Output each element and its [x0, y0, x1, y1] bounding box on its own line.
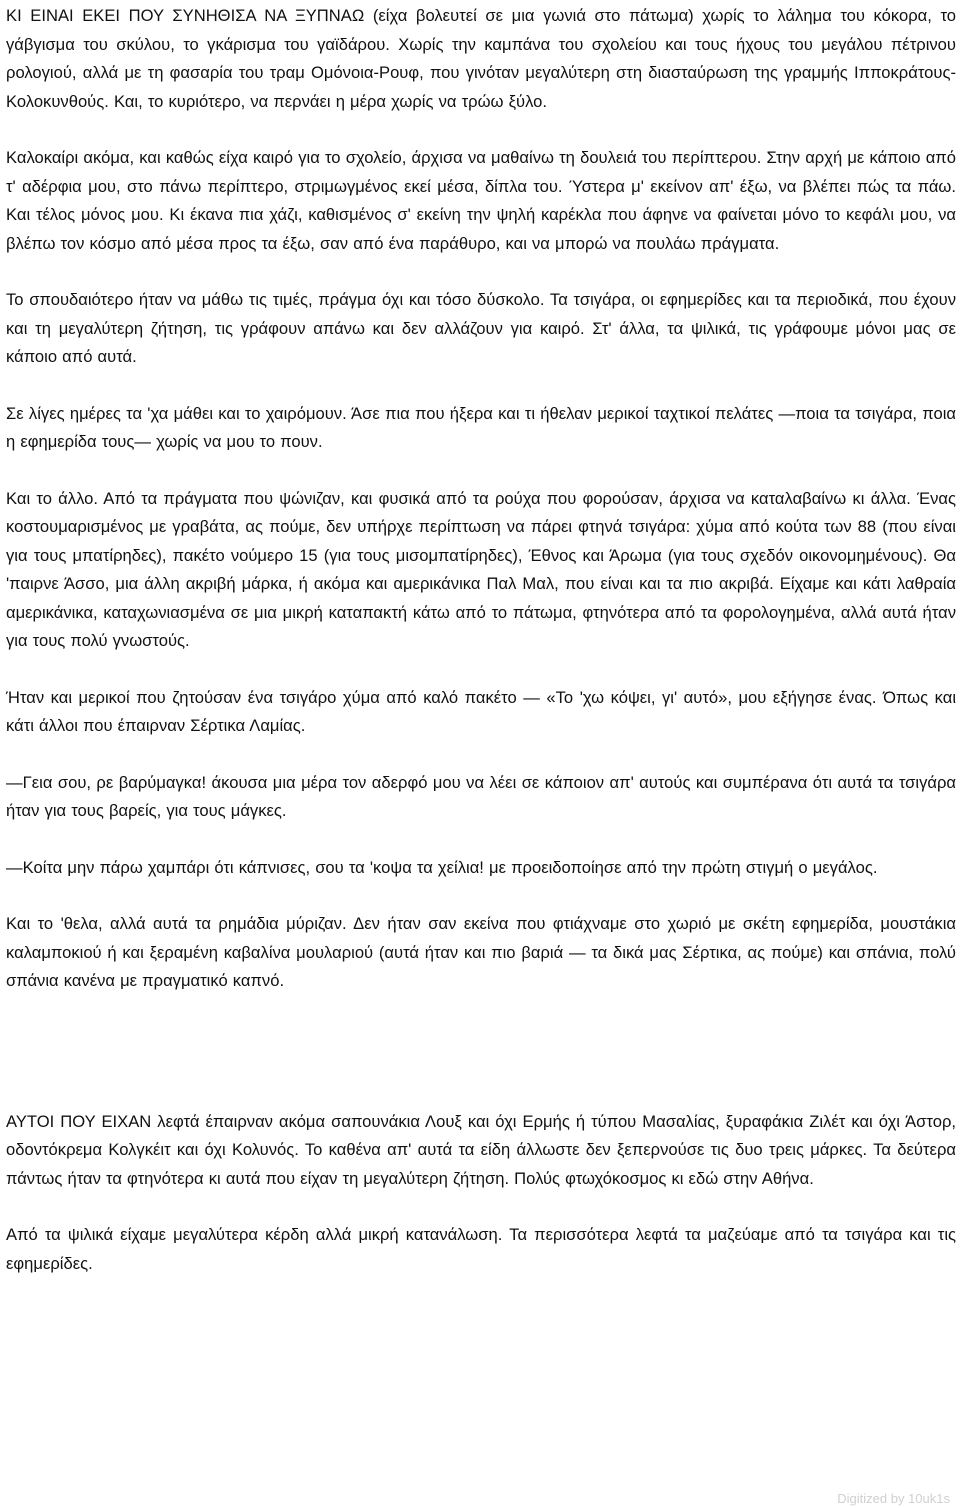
paragraph-11: Από τα ψιλικά είχαμε μεγαλύτερα κέρδη αλλά μικρή κατανάλωση. Τα περισσότερα λεφτά τα μαζεύαμε από τα τσιγάρα και τις εφημερίδες. [6, 1225, 956, 1273]
digitized-watermark: Digitized by 10uk1s [837, 1491, 950, 1506]
paragraph-4: Σε λίγες ημέρες τα 'χα μάθει και το χαιρόμουν. Άσε πια που ήξερα και τι ήθελαν μερικοί ταχτικοί πελάτες —ποια τα τσιγάρα, ποια η εφημερίδα τους— χωρίς να μου το πουν. [6, 403, 956, 451]
paragraph-7: —Γεια σου, ρε βαρύμαγκα! άκουσα μια μέρα τον αδερφό μου να λέει σε κάποιον απ' αυτούς και συμπέρανα ότι αυτά τα τσιγάρα ήταν για τους βαρείς, για τους μάγκες. [6, 772, 956, 820]
paragraph-2: Καλοκαίρι ακόμα, και καθώς είχα καιρό για το σχολείο, άρχισα να μαθαίνω τη δουλειά του περίπτερου. Στην αρχή με κάποιο από τ' αδέρφια μου, στο πάνω περίπτερο, στριμωγμένος εκεί μέσα, δίπλα του. Ύστερα μ' εκείνον απ' έξω, να βλέπει πώς τα πάω. Και τέλος μόνος μου. Κι έκανα πια χάζι, καθισμένος σ' εκείνη την ψηλή καρέκλα που άφηνε να φαίνεται μόνο το κεφάλι μου, να βλέπω τον κόσμο από μέσα προς τα έξω, σαν από ένα παράθυρο, και να μπορώ να πουλάω πράγματα. [6, 148, 956, 253]
paragraph-9: Και το 'θελα, αλλά αυτά τα ρημάδια μύριζαν. Δεν ήταν σαν εκείνα που φτιάχναμε στο χωριό με σκέτη εφημερίδα, μουστάκια καλαμποκιού ή και ξεραμένη καβαλίνα μουλαριού (αυτά ήταν και πιο βαριά — τα δικά μας Σέρτικα, ας πούμε) και σπάνια, πολύ σπάνια κανένα με πραγματικό καπνό. [6, 914, 956, 990]
paragraph-3: Το σπουδαιότερο ήταν να μάθω τις τιμές, πράγμα όχι και τόσο δύσκολο. Τα τσιγάρα, οι εφημερίδες και τα περιοδικά, που έχουν και τη μεγαλύτερη ζήτηση, τις γράφουν απάνω και δεν αλλάζουν για καιρό. Στ' άλλα, τα ψιλικά, τις γράφουμε μόνοι μας σε κάποιο από αυτά. [6, 290, 956, 366]
paragraph-8: —Κοίτα μην πάρω χαμπάρι ότι κάπνισες, σου τα 'κοψα τα χείλια! με προειδοποίησε από την πρώτη στιγμή ο μεγάλος. [6, 857, 878, 877]
paragraph-1: ΚΙ ΕΙΝΑΙ ΕΚΕΙ ΠΟΥ ΣΥΝΗΘΙΣΑ ΝΑ ΞΥΠΝΑΩ (είχα βολευτεί σε μια γωνιά στο πάτωμα) χωρίς το λάλημα του κόκορα, το γάβγισμα του σκύλου, το γκάρισμα του γαϊδάρου. Χωρίς την καμπάνα του σχολείου και τους ήχους του μεγάλου πέτρινου ρολογιού, αλλά με τη φασαρία του τραμ Ομόνοια-Ρουφ, που γινόταν μεγαλύτερη στη διασταύρωση της γραμμής Ιπποκράτους-Κολοκυνθούς. Και, το κυριότερο, να περνάει η μέρα χωρίς να τρώω ξύλο. [6, 6, 956, 111]
document-page [6, 2, 956, 1278]
paragraph-10: ΑΥΤΟΙ ΠΟΥ ΕΙΧΑΝ λεφτά έπαιρναν ακόμα σαπουνάκια Λουξ και όχι Ερμής ή τύπου Μασαλίας, ξυραφάκια Ζιλέτ και όχι Άστορ, οδοντόκρεμα Κολγκέιτ και όχι Κολυνός. Το καθένα απ' αυτά τα είδη άλλωστε δεν ξεπερνούσε τις δυο τρεις μάρκες. Τα δεύτερα πάντως ήταν τα φτηνότερα κι αυτά που είχαν τη μεγαλύτερη ζήτηση. Πολύς φτωχόκοσμος κι εδώ στην Αθήνα. [6, 1111, 956, 1188]
paragraph-6: Ήταν και μερικοί που ζητούσαν ένα τσιγάρο χύμα από καλό πακέτο — «Το 'χω κόψει, γι' αυτό», μου εξήγησε ένας. Όπως και κάτι άλλοι που έπαιρναν Σέρτικα Λαμίας. [6, 687, 956, 735]
paragraph-5: Και το άλλο. Από τα πράγματα που ψώνιζαν, και φυσικά από τα ρούχα που φορούσαν, άρχισα να καταλαβαίνω κι άλλα. Ένας κοστουμαρισμένος με γραβάτα, ας πούμε, δεν υπήρχε περίπτωση να πάρει φτηνά τσιγάρα: χύμα από κούτα των 88 (που είναι για τους μπατίρηδες), πακέτο νούμερο 15 (για τους μισομπατίρηδες), Έθνος και Άρωμα (για τους σχεδόν οικονομημένους). Θα 'παιρνε Άσσο, μια άλλη ακριβή μάρκα, ή ακόμα και αμερικάνικα Παλ Μαλ, που είναι και τα πιο ακριβά. Είχαμε και κάτι λαθραία αμερικάνικα, καταχωνιασμένα σε μια μικρή καταπακτή κάτω από το πάτωμα, φτηνότερα από τα φορολογημένα, αλλά αυτά ήταν για τους πολύ γνωστούς. [6, 488, 956, 650]
